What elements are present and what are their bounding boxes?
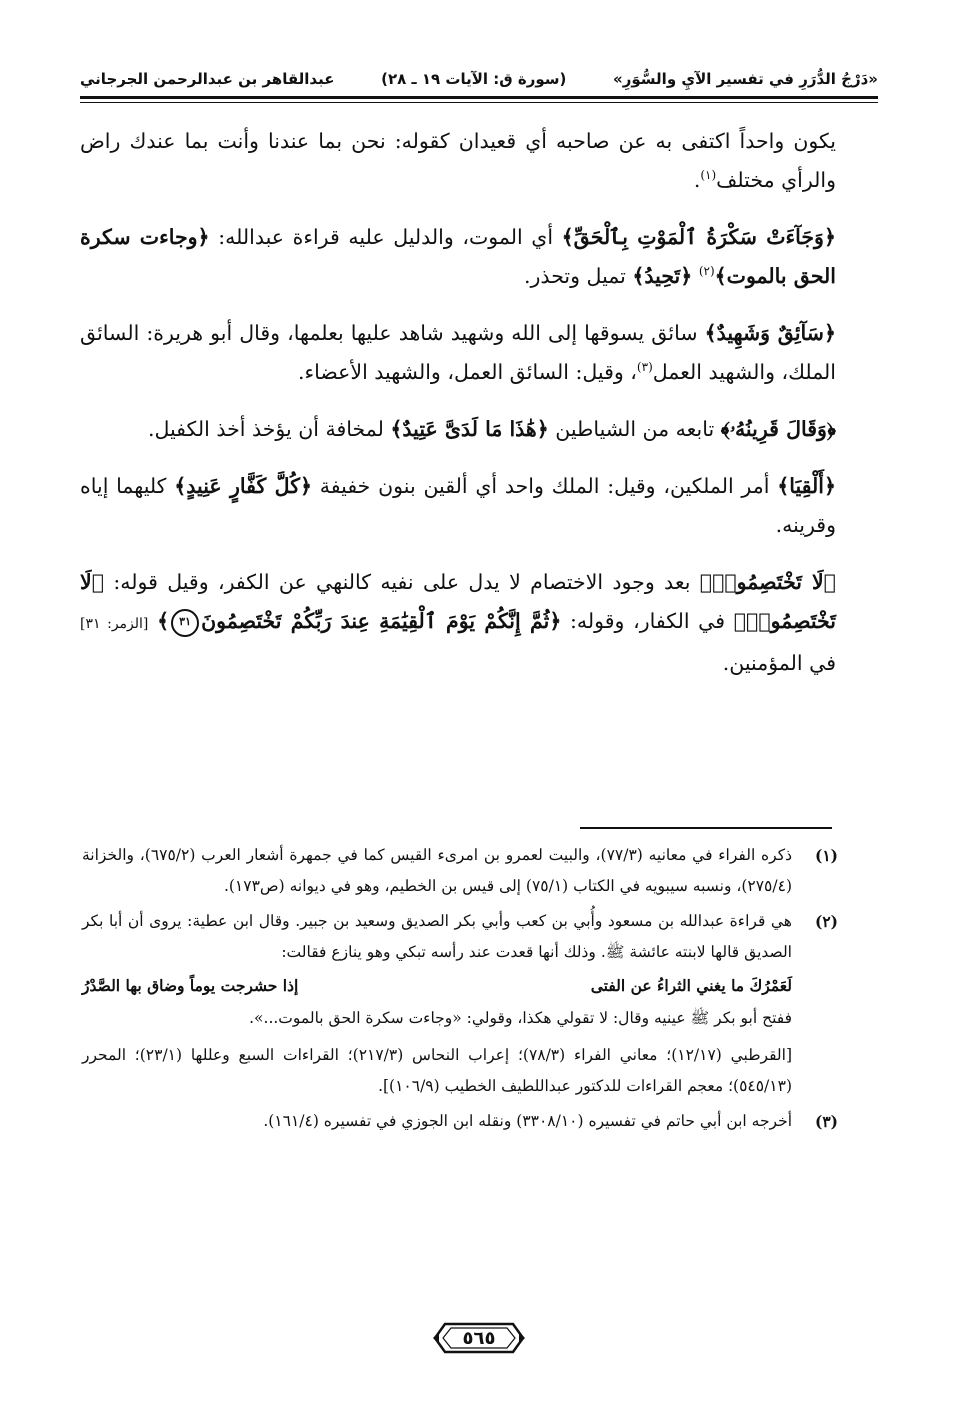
surah-reference: (سورة ق: الآيات ١٩ ـ ٢٨) <box>381 70 567 88</box>
page-number-ornament <box>0 1316 958 1360</box>
footnote-text: هي قراءة عبدالله بن مسعود وأُبي بن كعب وأبي بكر الصديق وسعيد بن جبير. وقال ابن عطية: يروى أن أبا بكر الصديق قالها لابنته عائشة ﷺ. وذلك أنها قعدت عند رأسه تبكي وهو ينازع فقالت: <box>82 912 792 961</box>
quran-quote: ﴿لَا تَخْتَصِمُوا۟﴾ <box>80 570 836 633</box>
ayah-number-marker: ٣١ <box>171 609 199 637</box>
footnote-number: (٣) <box>814 1112 838 1131</box>
quran-quote: ﴿وَقَالَ قَرِينُهُۥ﴾ <box>720 417 836 441</box>
footnote-number: (٢) <box>814 912 838 931</box>
poetry-verse <box>82 968 792 1003</box>
footnote-ref-2[interactable]: (٢) <box>698 264 715 279</box>
footnote-number: (١) <box>814 846 838 865</box>
page-number: ٥٦٥ <box>462 1327 496 1349</box>
footnote-2 <box>82 906 838 1102</box>
quran-quote: ﴿ثُمَّ إِنَّكُمْ يَوْمَ ٱلْقِيَٰمَةِ عِندَ رَبِّكُمْ تَخْتَصِمُونَ <box>201 609 562 633</box>
page-header <box>80 62 878 99</box>
quran-quote: ﴿سَآئِقٌ وَشَهِيدٌ﴾ <box>704 321 836 345</box>
footnote-3 <box>82 1106 838 1137</box>
footnote-text: ذكره الفراء في معانيه (٧٧/٣)، والبيت لعمرو بن امرىء القيس كما في جمهرة أشعار العرب (٦٧٥/٢)، والخزانة (٢٧٥/٤)، ونسبه سيبويه في الكتاب (٧٥/١) إلى قيس بن الخطيم، وهو في ديوانه (ص١٧٣). <box>82 846 793 895</box>
surah-citation: [الزمر: ٣١] <box>80 616 149 632</box>
footnote-references: [القرطبي (١٢/١٧)؛ معاني الفراء (٧٨/٣)؛ إعراب النحاس (٢١٧/٣)؛ القراءات السبع وعللها (٢٣/١)؛ المحرر (٥٤٥/١٣)؛ معجم القراءات للدكتور عبداللطيف الخطيب (١٠٦/٩)]. <box>82 1046 793 1095</box>
paragraph-4: ﴿وَقَالَ قَرِينُهُۥ﴾ تابعه من الشياطين ﴿هَٰذَا مَا لَدَىَّ عَتِيدٌ﴾ لمخافة أن يؤخذ أخذ الكفيل. <box>147 417 836 441</box>
footnote-text-continued: ففتح أبو بكر ﷺ عينيه وقال: لا تقولي هكذا، وقولي: «وجاءت سكرة الحق بالموت...». <box>249 1009 792 1027</box>
footnote-text: أخرجه ابن أبي حاتم في تفسيره (٣٣٠٨/١٠) ونقله ابن الجوزي في تفسيره (١٦١/٤). <box>263 1112 792 1130</box>
footnotes <box>82 840 838 1141</box>
quran-quote: ﴿تَحِيدُ﴾ <box>632 264 693 288</box>
paragraph-1: يكون واحداً اكتفى به عن صاحبه أي قعيدان كقوله: نحن بما عندنا وأنت بما عندك راض والرأي مختلف$^{(١)}$. <box>80 129 836 192</box>
paragraph-3: ﴿سَآئِقٌ وَشَهِيدٌ﴾ سائق يسوقها إلى الله وشهيد شاهد عليها بعلمها، وقال أبو هريرة: السائق الملك، والشهيد العمل$^{(٣)}$، وقيل: السائق العمل، والشهيد الأعضاء. <box>80 321 836 384</box>
paragraph-2: ﴿وَجَآءَتْ سَكْرَةُ ٱلْمَوْتِ بِٱلْحَقِّ﴾ أي الموت، والدليل عليه قراءة عبدالله: ﴿وجاءت سكرة الحق بالموت﴾$^{(٢)}$ ﴿تَحِيدُ﴾ تميل وتحذر. <box>80 225 836 288</box>
paragraph-6: ﴿لَا تَخْتَصِمُوا۟﴾ بعد وجود الاختصام لا يدل على نفيه كالنهي عن الكفر، وقيل قوله: ﴿لَا تَخْتَصِمُوا۟﴾ في الكفار، وقوله: ﴿ثُمَّ إِنَّكُمْ يَوْمَ ٱلْقِيَٰمَةِ عِندَ رَبِّكُمْ تَخْتَصِمُونَ٣١﴾ [الزمر: ٣١] في المؤمنين. <box>80 570 836 675</box>
quran-quote: ﴿أَلْقِيَا﴾ <box>777 474 836 498</box>
paragraph-5: ﴿أَلْقِيَا﴾ أمر الملكين، وقيل: الملك واحد أي ألقين بنون خفيفة ﴿كُلَّ كَفَّارٍ عَنِيدٍ﴾ كليهما إياه وقرينه. <box>80 474 836 537</box>
footnote-separator <box>580 827 832 829</box>
quran-quote: ﴿لَا تَخْتَصِمُوا۟﴾ <box>699 570 836 594</box>
quran-quote: ﴿وَجَآءَتْ سَكْرَةُ ٱلْمَوْتِ بِٱلْحَقِّ﴾ <box>561 225 836 249</box>
main-text <box>80 122 836 701</box>
verse-second-hemistich: إذا حشرجت يوماً وضاق بها الصَّدْرُ <box>82 976 299 995</box>
footnote-ref-3[interactable]: (٣) <box>636 360 653 375</box>
quran-quote: ﴿هَٰذَا مَا لَدَىَّ عَتِيدٌ﴾ <box>390 417 549 441</box>
footnote-1 <box>82 840 838 902</box>
author-name: عبدالقاهر بن عبدالرحمن الجرجاني <box>80 70 335 88</box>
variant-reading: ﴿وجاءت سكرة الحق بالموت﴾ <box>80 225 836 288</box>
quran-quote: ﴿كُلَّ كَفَّارٍ عَنِيدٍ﴾ <box>174 474 312 498</box>
verse-first-hemistich: لَعَمْرُكَ ما يغني الثراءُ عن الفتى <box>590 976 792 995</box>
book-title: «دَرْجُ الدُّرَرِ في تفسير الآيِ والسُّوَرِ» <box>613 70 878 88</box>
footnote-ref-1[interactable]: (١) <box>700 168 717 183</box>
